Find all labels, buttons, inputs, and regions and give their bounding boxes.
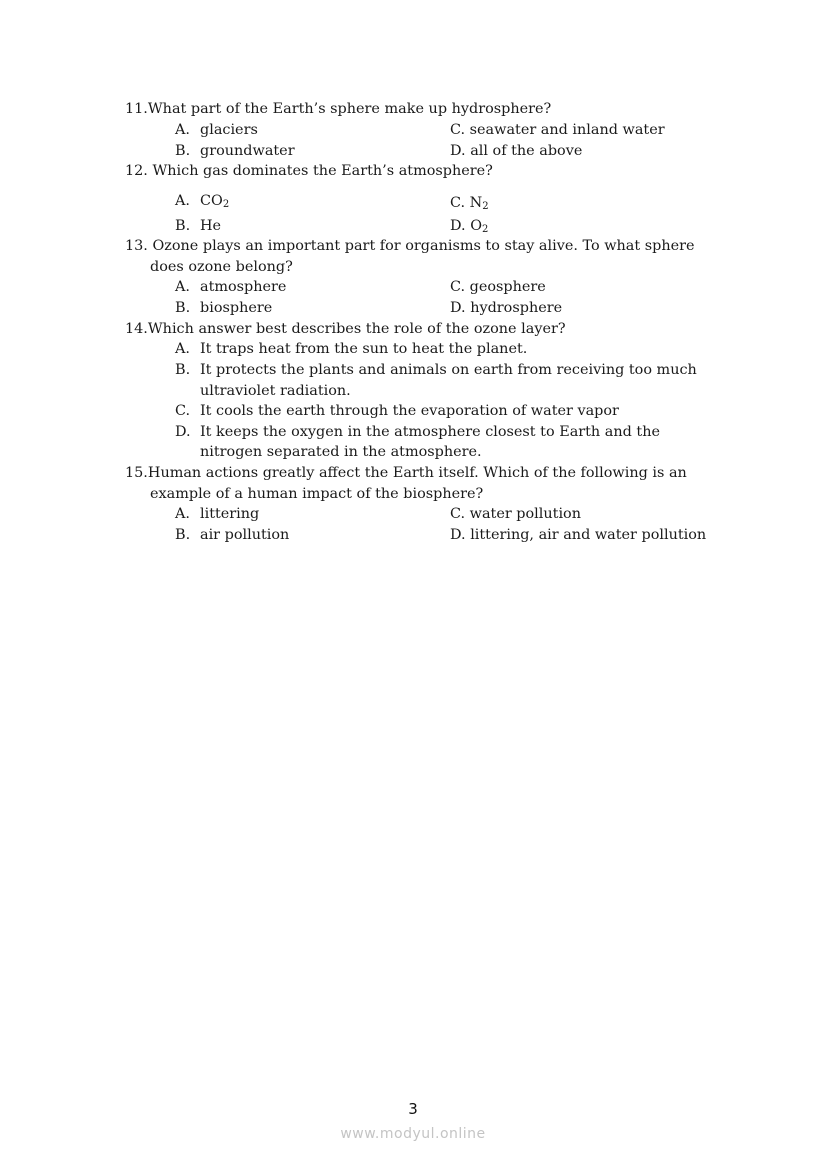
question-13-option-a xyxy=(175,277,286,297)
option-text: groundwater xyxy=(200,143,295,159)
question-13-option-d xyxy=(450,298,562,318)
question-15-stem xyxy=(125,463,687,483)
question-number: 15. xyxy=(125,465,148,481)
option-text: It protects the plants and animals on earth from receiving too much xyxy=(200,362,697,378)
question-11-option-a xyxy=(175,120,258,140)
question-14-option-b-continued xyxy=(200,381,351,401)
question-11-option-c xyxy=(450,120,665,140)
question-text: example of a human impact of the biosphere? xyxy=(150,486,484,502)
question-14-option-b xyxy=(175,360,697,380)
question-number: 12. xyxy=(125,163,148,179)
question-number: 14. xyxy=(125,321,148,337)
option-letter: D. xyxy=(450,218,466,234)
question-15-option-d xyxy=(450,525,706,545)
question-11-stem xyxy=(125,99,551,119)
question-13-stem xyxy=(125,236,695,256)
question-14-option-d xyxy=(175,422,660,442)
option-text: water pollution xyxy=(469,506,581,522)
option-letter: A. xyxy=(175,279,190,295)
option-letter: A. xyxy=(175,506,190,522)
question-15-option-b xyxy=(175,525,289,545)
option-text: air pollution xyxy=(200,527,290,543)
subscript: 2 xyxy=(222,199,230,210)
question-15-option-c xyxy=(450,504,581,524)
question-text: Which gas dominates the Earth’s atmosphere? xyxy=(152,163,493,179)
option-text: It keeps the oxygen in the atmosphere closest to Earth and the xyxy=(200,424,660,440)
option-text: nitrogen separated in the atmosphere. xyxy=(200,444,482,460)
question-14-stem xyxy=(125,319,566,339)
option-letter: A. xyxy=(175,341,190,357)
question-13-option-c xyxy=(450,277,546,297)
question-number: 11. xyxy=(125,101,148,117)
question-text: Human actions greatly affect the Earth itself. Which of the following is an xyxy=(147,465,687,481)
question-14-option-a xyxy=(175,339,527,359)
option-text: littering, air and water pollution xyxy=(470,527,707,543)
option-text: O xyxy=(470,218,482,234)
option-text: It cools the earth through the evaporation of water vapor xyxy=(200,403,619,419)
page-number: 3 xyxy=(408,1100,418,1118)
option-letter: D. xyxy=(450,300,466,316)
option-letter: B. xyxy=(175,143,191,159)
question-text: Ozone plays an important part for organisms to stay alive. To what sphere xyxy=(152,238,695,254)
question-text: does ozone belong? xyxy=(150,259,293,275)
option-letter: B. xyxy=(175,362,191,378)
option-text: It traps heat from the sun to heat the planet. xyxy=(200,341,528,357)
option-letter: D. xyxy=(450,527,466,543)
question-15-stem-continued xyxy=(150,484,483,504)
option-text: ultraviolet radiation. xyxy=(200,383,351,399)
question-12-option-c xyxy=(450,193,489,217)
question-13-stem-continued xyxy=(150,257,293,277)
question-number: 13. xyxy=(125,238,148,254)
question-text: What part of the Earth’s sphere make up hydrosphere? xyxy=(147,101,552,117)
option-text: N xyxy=(469,195,483,211)
option-text: atmosphere xyxy=(200,279,287,295)
option-letter: A. xyxy=(175,193,190,209)
option-letter: C. xyxy=(450,506,466,522)
question-14-option-d-continued xyxy=(200,442,482,462)
watermark: www.modyul.online xyxy=(340,1126,486,1142)
option-letter: C. xyxy=(450,122,466,138)
option-text: geosphere xyxy=(469,279,546,295)
option-text: glaciers xyxy=(200,122,258,138)
option-text: littering xyxy=(200,506,260,522)
subscript: 2 xyxy=(482,224,489,235)
question-13-option-b xyxy=(175,298,272,318)
question-11-option-d xyxy=(450,141,582,161)
subscript: 2 xyxy=(482,201,489,212)
option-letter: A. xyxy=(175,122,190,138)
option-letter: B. xyxy=(175,300,191,316)
question-12-stem xyxy=(125,161,493,181)
option-letter: C. xyxy=(450,195,466,211)
question-12-option-b xyxy=(175,216,221,236)
option-text: CO xyxy=(200,193,223,209)
option-text: biosphere xyxy=(200,300,273,316)
option-text: hydrosphere xyxy=(470,300,563,316)
question-12-option-a xyxy=(175,191,229,215)
question-15-option-a xyxy=(175,504,259,524)
option-text: all of the above xyxy=(470,143,583,159)
option-letter: D. xyxy=(450,143,466,159)
option-letter: C. xyxy=(450,279,466,295)
option-text: seawater and inland water xyxy=(469,122,665,138)
question-11-option-b xyxy=(175,141,295,161)
option-letter: B. xyxy=(175,218,191,234)
option-letter: C. xyxy=(175,403,191,419)
option-letter: D. xyxy=(175,424,191,440)
option-text: He xyxy=(200,218,222,234)
option-letter: B. xyxy=(175,527,191,543)
question-14-option-c xyxy=(175,401,619,421)
question-text: Which answer best describes the role of the ozone layer? xyxy=(147,321,566,337)
